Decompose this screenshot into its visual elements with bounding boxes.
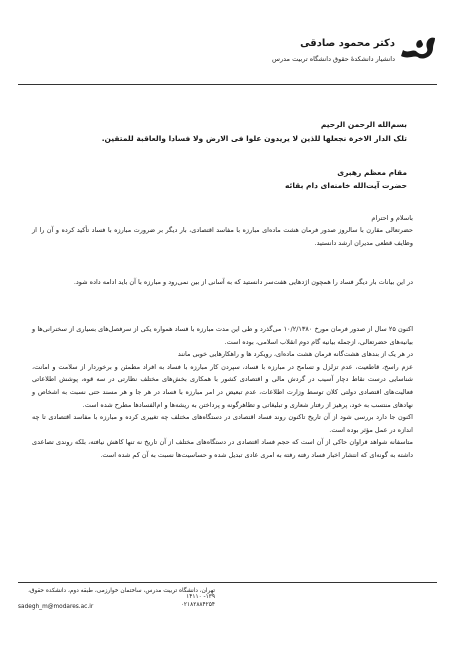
greeting: باسلام و احترام [371,214,413,222]
footer-divider [18,582,437,583]
basmala: بسم‌الله الرحمن الرحیم [320,120,407,129]
footer-phone: ۰۲۱۸۲۸۸۴۲۵۴ [180,602,215,608]
paragraph-1: حضرتعالی مقارن با سالروز صدور فرمان هشت ماده‌ای مبارزه با مفاسد اقتصادی، بار دیگر بر ضرورت مبارزه با فساد تأکید کرده و آن را از وظایف قطعی مدیران ارشد دانستید. [32,226,413,247]
header-divider [18,84,437,85]
sender-role: دانشیار دانشکدهٔ حقوق دانشگاه تربیت مدرس [272,55,395,63]
footer-address: تهران، دانشگاه تربیت مدرس، ساختمان خوارزمی، طبقه دوم، دانشکده حقوق، ۱۳۹- ۱۴۱۱۰ [28,588,215,600]
addressee-title: مقام معظم رهبری [337,168,407,177]
paragraph-2: در این بیانات بار دیگر فساد را همچون اژدهایی هفت‌سر دانستید که به آسانی از بین نمی‌رود و مبارزه با آن باید ادامه داده شود. [73,278,413,286]
paragraph-3: اکنون ۲۵ سال از صدور فرمان مورخ ۱۰/۲/۱۳۸۰ می‌گذرد و طی این مدت مبارزه با فساد همواره یکی از سرفصل‌های بسیاری از سخنرانی‌ها و بیانیه‌های حضرتعالی، ازجمله بیانیه گام دوم انقلاب اسلامی، بوده است. در هر یک از بندهای هشت‌گانه فرمان هشت ماده‌ای، رویکرد ها و راهکارهایی خوبی مانند عزم راسخ، قاطعیت، عدم تزلزل و تسامح در مبارزه با فساد، سپردن کار مبارزه با فساد به افراد مطمئن و برخوردار از سلامت و امانت، شناسایی درست نقاط دچار آسیب در گردش مالی و اقتصادی کشور با همکاری بخش‌های مختلف نظارتی در سه قوه، پوشش اطلاعاتی فعالیت‌های اقتصادی دولتی کلان توسط وزارت اطلاعات، عدم تبعیض در امر مبارزه با فساد در هر جا و هر مسند حتی نسبت به اشخاص و نهادهای منتسب به خود، پرهیز از رفتار شعاری و تبلیغاتی و تظاهرگونه و پرداختن به ریشه‌ها و ام‌الفسادها مطرح شده است. اکنون جا دارد بررسی شود از آن تاریخ تاکنون روند فساد اقتصادی در دستگاه‌های مختلف چه تغییری کرده و مبارزه با مفاسد اقتصادی تا چه اندازه در عمل مؤثر بوده است. متاسفانه شواهد فراوان حاکی از آن است که حجم فساد اقتصادی در دستگاه‌های مختلف از آن تاریخ نه تنها کاهش نیافته، بلکه روندی تصاعدی داشته به گونه‌ای که انتشار اخبار فساد رفته رفته به امری عادی تبدیل شده و حساسیت‌ها نسبت به آن کم شده است. [32,325,413,459]
logo-icon [399,34,437,60]
footer-email[interactable]: sadegh_m@modares.ac.ir [18,604,94,610]
sender-name: دکتر محمود صادقی [300,38,395,49]
addressee-name: حضرت آیت‌الله خامنه‌ای دام بقائه [285,181,407,190]
quranic-verse: تلک الدار الاخرة نجعلها للذین لا یریدون علوا فی الارض ولا فسادا والعاقبة للمتقین. [101,134,407,143]
